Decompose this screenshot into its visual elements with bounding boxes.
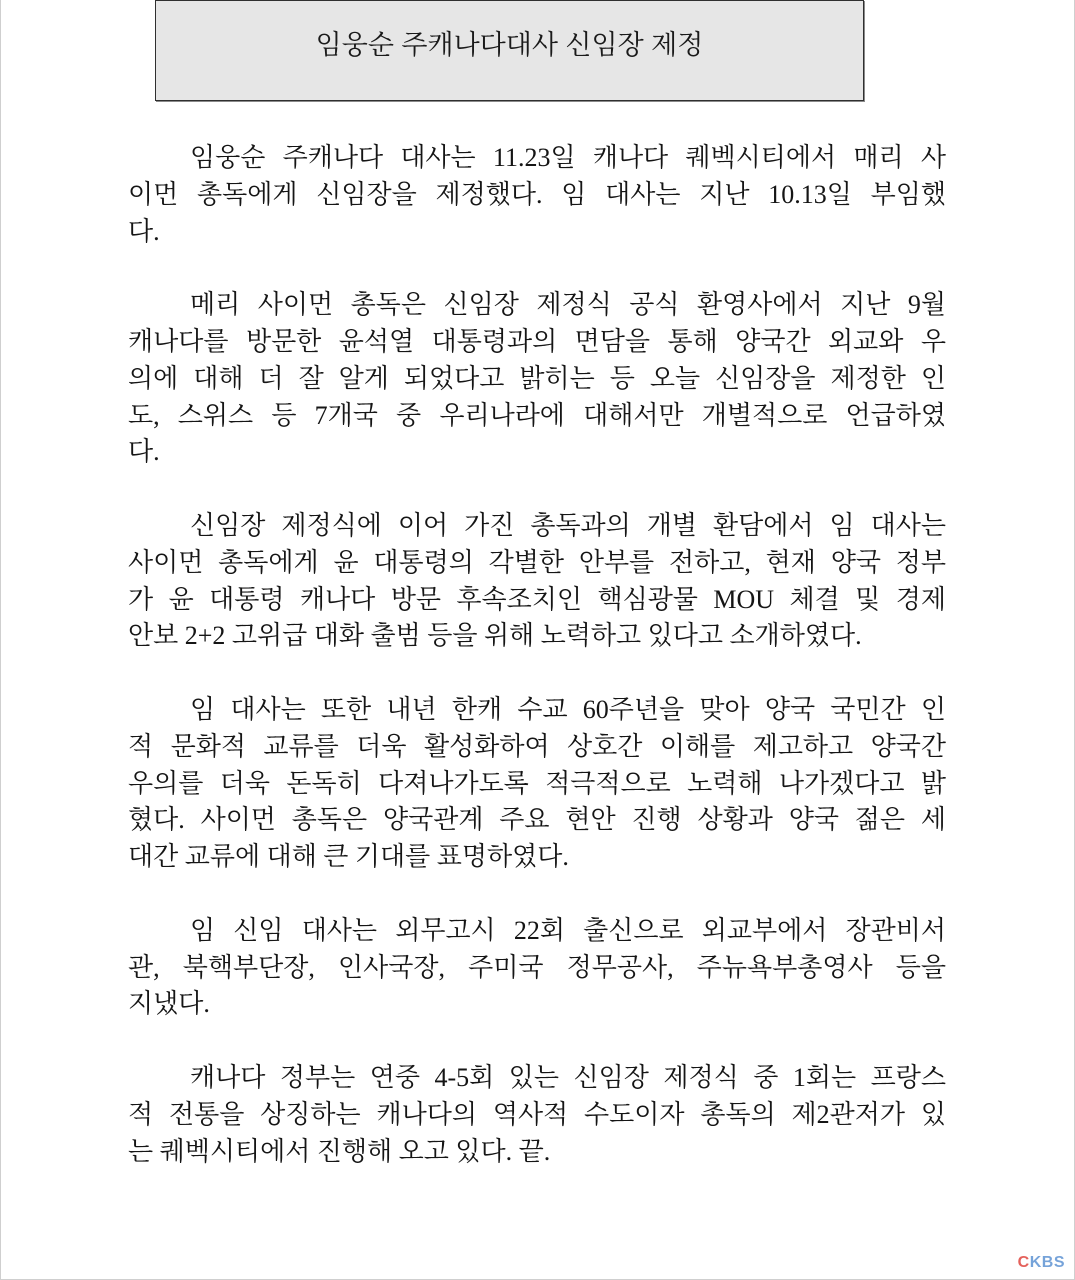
watermark-logo [1018, 1254, 1065, 1272]
text-line: 우의를 더욱 돈독히 다져나가도록 적극적으로 노력해 나가겠다고 밝 [128, 768, 946, 798]
text-line: 대간 교류에 대해 큰 기대를 표명하였다. [128, 842, 569, 872]
paragraph-5 [128, 913, 946, 1023]
text-line: 지냈다. [128, 989, 210, 1019]
paragraph-3 [128, 508, 946, 655]
watermark-letter-c: C [1017, 1254, 1030, 1271]
text-line: 혔다. 사이먼 총독은 양국관계 주요 현안 진행 상황과 양국 젊은 세 [128, 805, 946, 835]
paragraph-6 [128, 1060, 946, 1170]
page-title: 임웅순 주캐나다대사 신임장 제정 [315, 30, 704, 60]
text-line: 임 신임 대사는 외무고시 22회 출신으로 외교부에서 장관비서 [190, 915, 946, 945]
text-line: 사이먼 총독에게 윤 대통령의 각별한 안부를 전하고, 현재 양국 정부 [128, 547, 946, 577]
text-line: 는 퀘벡시티에서 진행해 오고 있다. 끝. [128, 1136, 551, 1166]
watermark-letters-kbs: KBS [1029, 1254, 1065, 1271]
paragraph-4 [128, 692, 946, 876]
body-text [128, 140, 946, 1207]
text-line: 임웅순 주캐나다 대사는 11.23일 캐나다 퀘벡시티에서 매리 사 [190, 143, 946, 172]
paragraph-1 [128, 140, 946, 250]
text-line: 메리 사이먼 총독은 신임장 제정식 공식 환영사에서 지난 9월 [190, 290, 946, 320]
text-line: 캐나다 정부는 연중 4-5회 있는 신임장 제정식 중 1회는 프랑스 [190, 1062, 946, 1092]
text-line: 다. [128, 216, 160, 246]
text-line: 적 문화적 교류를 더욱 활성화하여 상호간 이해를 제고하고 양국간 [128, 731, 946, 761]
text-line: 임 대사는 또한 내년 한캐 수교 60주년을 맞아 양국 국민간 인 [190, 694, 946, 724]
text-line: 도, 스위스 등 7개국 중 우리나라에 대해서만 개별적으로 언급하였 [128, 400, 946, 430]
text-line: 캐나다를 방문한 윤석열 대통령과의 면담을 통해 양국간 외교와 우 [128, 326, 946, 356]
paragraph-2 [128, 287, 946, 471]
text-line: 신임장 제정식에 이어 가진 총독과의 개별 환담에서 임 대사는 [190, 510, 946, 540]
text-line: 관, 북핵부단장, 인사국장, 주미국 정무공사, 주뉴욕부총영사 등을 [128, 952, 946, 982]
text-line: 이먼 총독에게 신임장을 제정했다. 임 대사는 지난 10.13일 부임했 [128, 179, 946, 209]
text-line: 의에 대해 더 잘 알게 되었다고 밝히는 등 오늘 신임장을 제정한 인 [128, 363, 946, 393]
text-line: 적 전통을 상징하는 캐나다의 역사적 수도이자 총독의 제2관저가 있 [128, 1099, 946, 1129]
text-line: 가 윤 대통령 캐나다 방문 후속조치인 핵심광물 MOU 체결 및 경제 [128, 584, 946, 614]
title-box [155, 0, 864, 101]
text-line: 안보 2+2 고위급 대화 출범 등을 위해 노력하고 있다고 소개하였다. [128, 621, 862, 651]
text-line: 다. [128, 437, 160, 467]
